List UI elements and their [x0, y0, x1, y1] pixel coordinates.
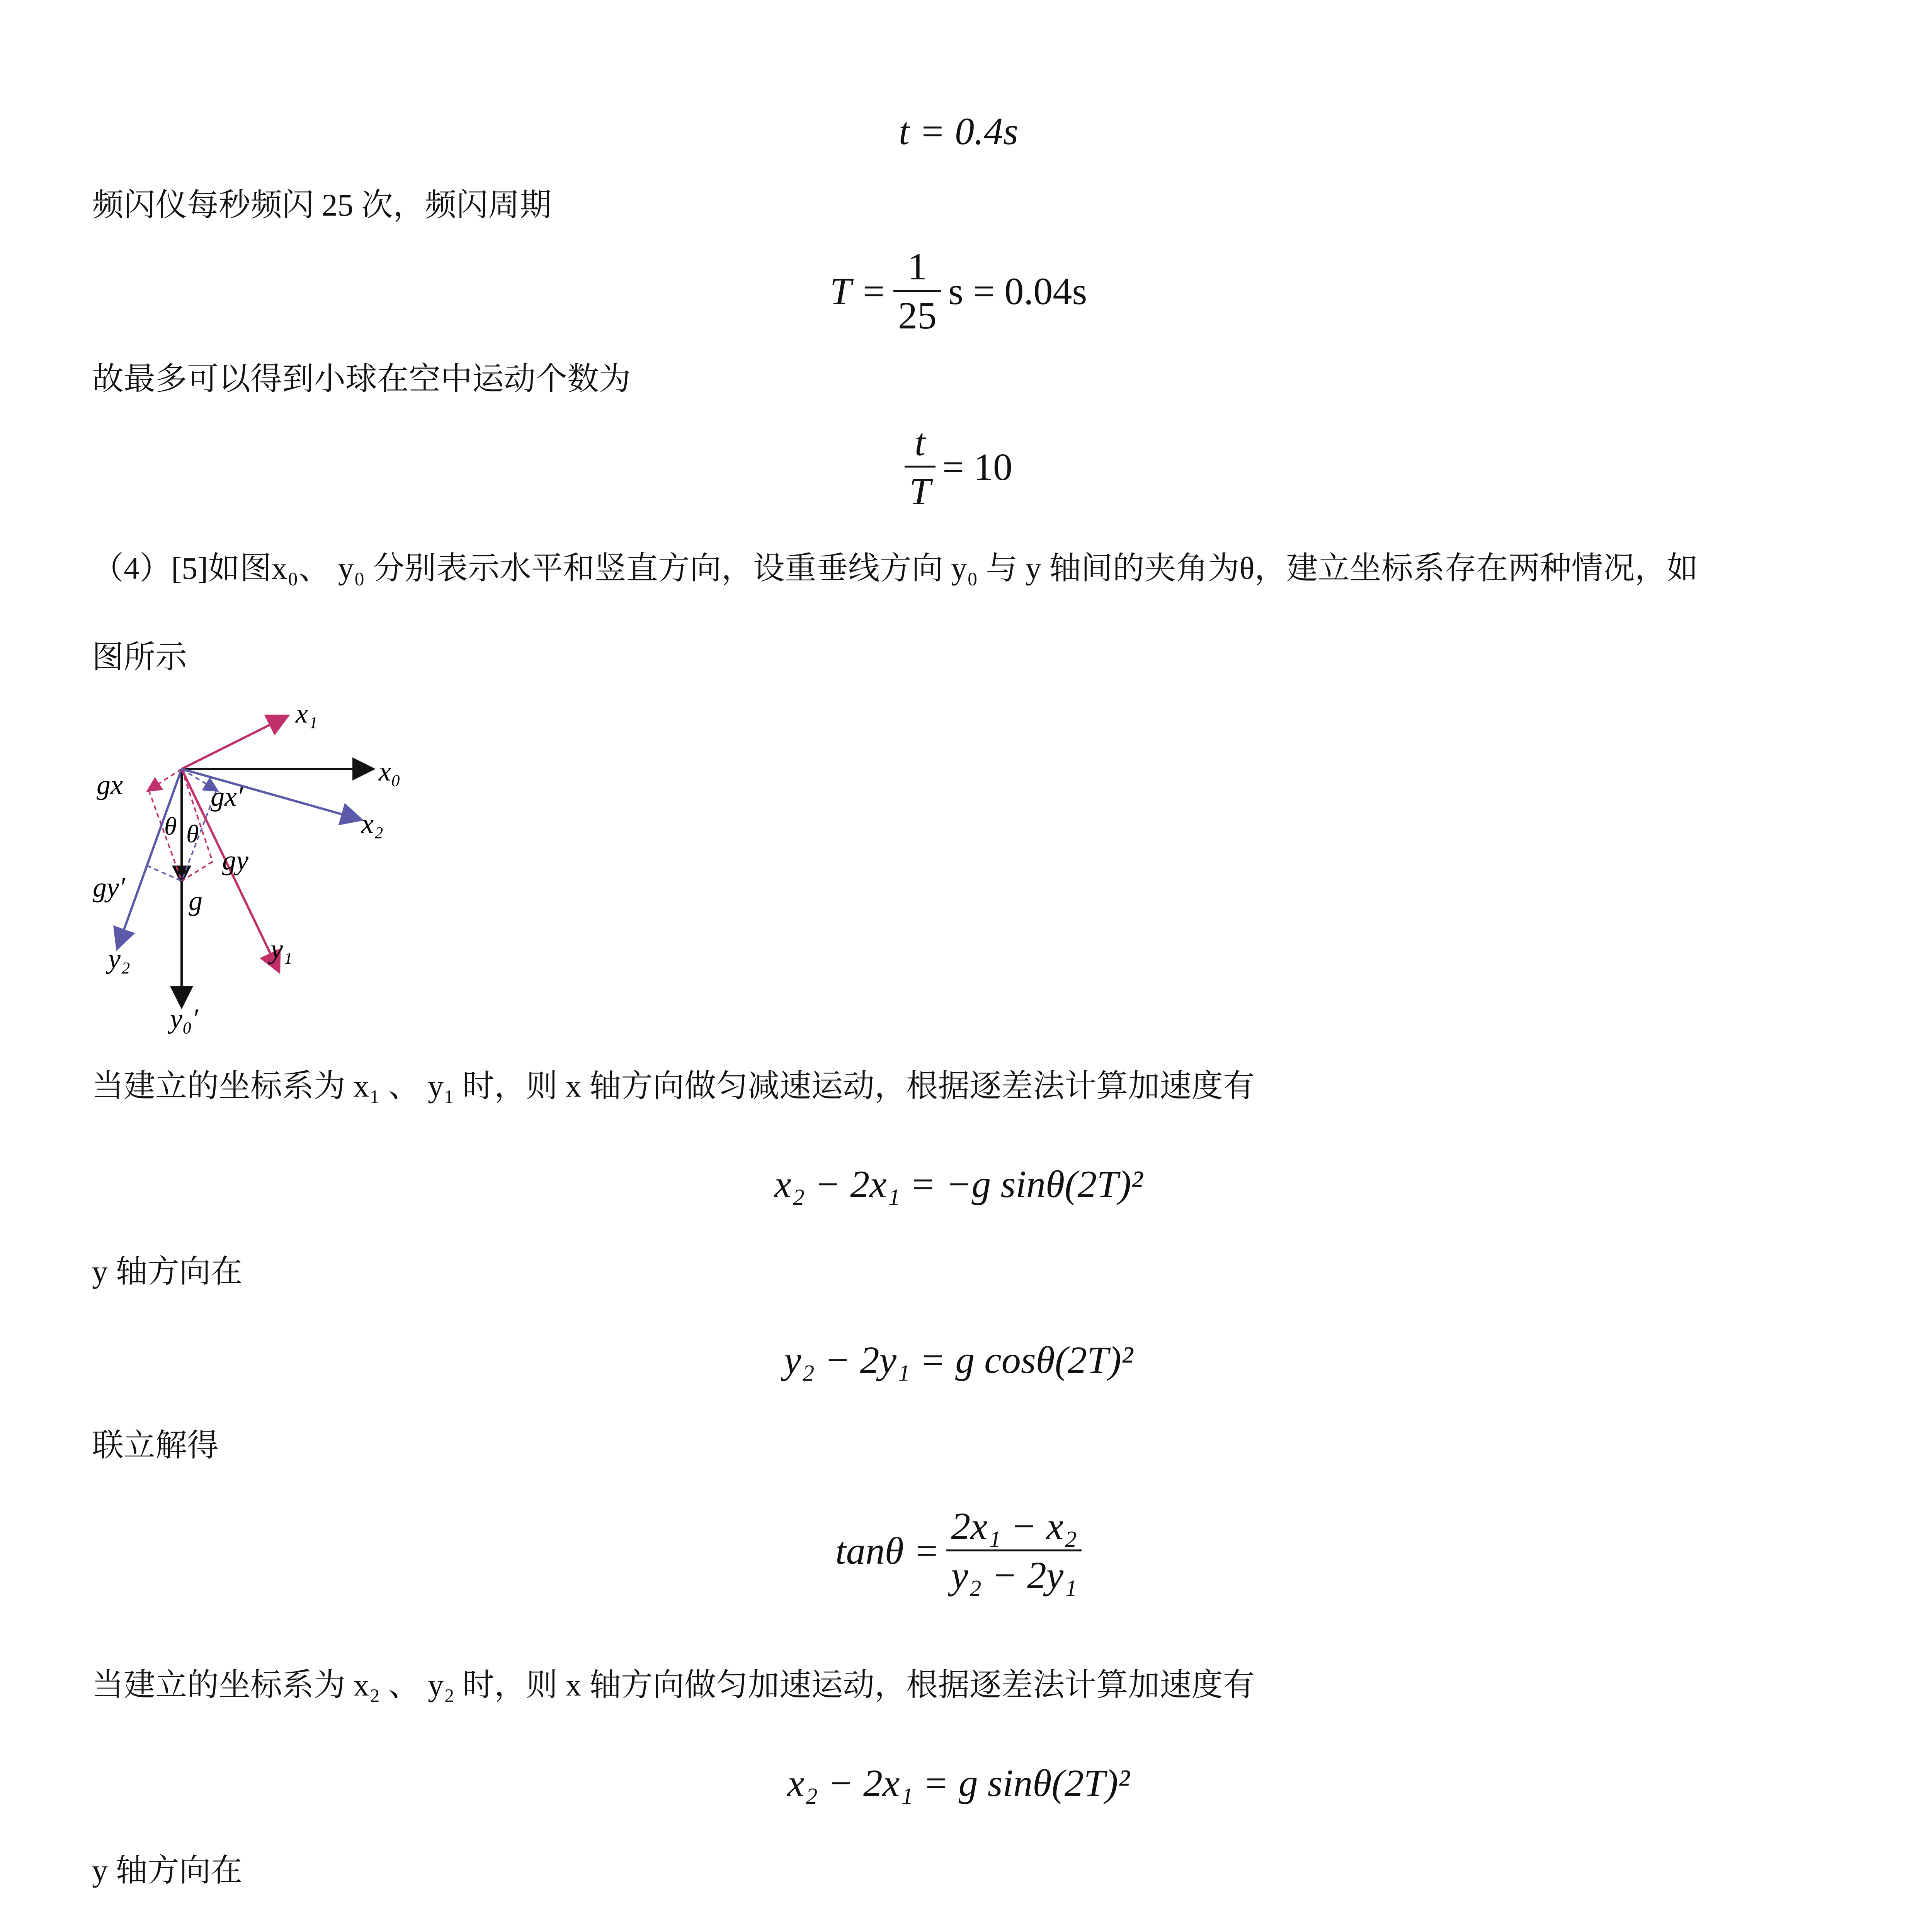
paragraph: 图所示: [92, 639, 187, 675]
equation-text: x₂ − 2x₁ = g sinθ(2T)²: [787, 1762, 1130, 1804]
fraction-numerator: 2x₁ − x₂: [951, 1505, 1077, 1548]
fraction-numerator: t: [914, 421, 925, 464]
label-y2: y₂: [108, 943, 130, 974]
label-gy-prime: gy′: [93, 872, 125, 903]
dashed-line: [182, 862, 213, 881]
fraction: [905, 423, 936, 511]
equation-time: [0, 112, 1917, 151]
paragraph: 当建立的坐标系为 x₂ 、 y₂ 时，则 x 轴方向做匀加速运动，根据逐差法计算加速度有: [92, 1667, 1255, 1702]
fraction-denominator: T: [905, 466, 936, 511]
fraction: [946, 1507, 1082, 1595]
equation-left: T =: [830, 269, 887, 313]
paragraph: y 轴方向在: [92, 1254, 243, 1289]
equation-text: x₂ − 2x₁ = −g sinθ(2T)²: [774, 1163, 1143, 1206]
fraction-numerator: 1: [908, 245, 927, 288]
label-gy: gy: [222, 845, 248, 876]
label-x0: x₀: [379, 756, 401, 787]
equation: [0, 1764, 1917, 1803]
fraction-denominator: 25: [893, 290, 941, 335]
label-gx: gx: [97, 769, 123, 800]
equation-count: [0, 423, 1917, 511]
label-x2: x₂: [361, 808, 383, 839]
label-gx-prime: gx′: [211, 781, 243, 812]
fraction-denominator: y₂ − 2y₁: [946, 1549, 1082, 1595]
label-theta: θ: [164, 812, 177, 840]
paragraph: y 轴方向在: [92, 1853, 243, 1888]
paragraph: 频闪仪每秒频闪 25 次，频闪周期: [92, 187, 552, 223]
fraction: [893, 247, 941, 335]
paragraph: 联立解得: [92, 1428, 219, 1463]
label-y0-prime: y₀′: [170, 1003, 198, 1034]
label-x1: x₁: [296, 698, 318, 729]
equation: [0, 1338, 1917, 1381]
equation: [0, 1165, 1917, 1204]
paragraph: （4）[5]如图x₀、 y₀ 分别表示水平和竖直方向，设重垂线方向 y₀ 与 y 轴间的夹角为θ，建立坐标系存在两种情况，如: [92, 551, 1698, 586]
coordinate-diagram: [85, 692, 452, 1039]
label-y1: y₁: [270, 934, 293, 964]
x1-axis: [182, 717, 286, 769]
label-g: g: [189, 885, 202, 916]
equation-left: tanθ =: [835, 1529, 940, 1572]
x2-axis: [182, 769, 359, 819]
equation-period: [0, 247, 1917, 335]
equation-right: = 10: [942, 445, 1013, 488]
equation-text: y₂ − 2y₁ = g cosθ(2T)²: [784, 1338, 1133, 1381]
equation-text: t = 0.4s: [898, 110, 1019, 153]
equation-tan: [0, 1507, 1917, 1595]
paragraph: 当建立的坐标系为 x₁ 、 y₁ 时，则 x 轴方向做匀减速运动，根据逐差法计算加速度有: [92, 1068, 1255, 1104]
paragraph: 故最多可以得到小球在空中运动个数为: [92, 361, 631, 396]
label-theta: θ: [186, 820, 199, 848]
equation-right: s = 0.04s: [948, 269, 1087, 313]
